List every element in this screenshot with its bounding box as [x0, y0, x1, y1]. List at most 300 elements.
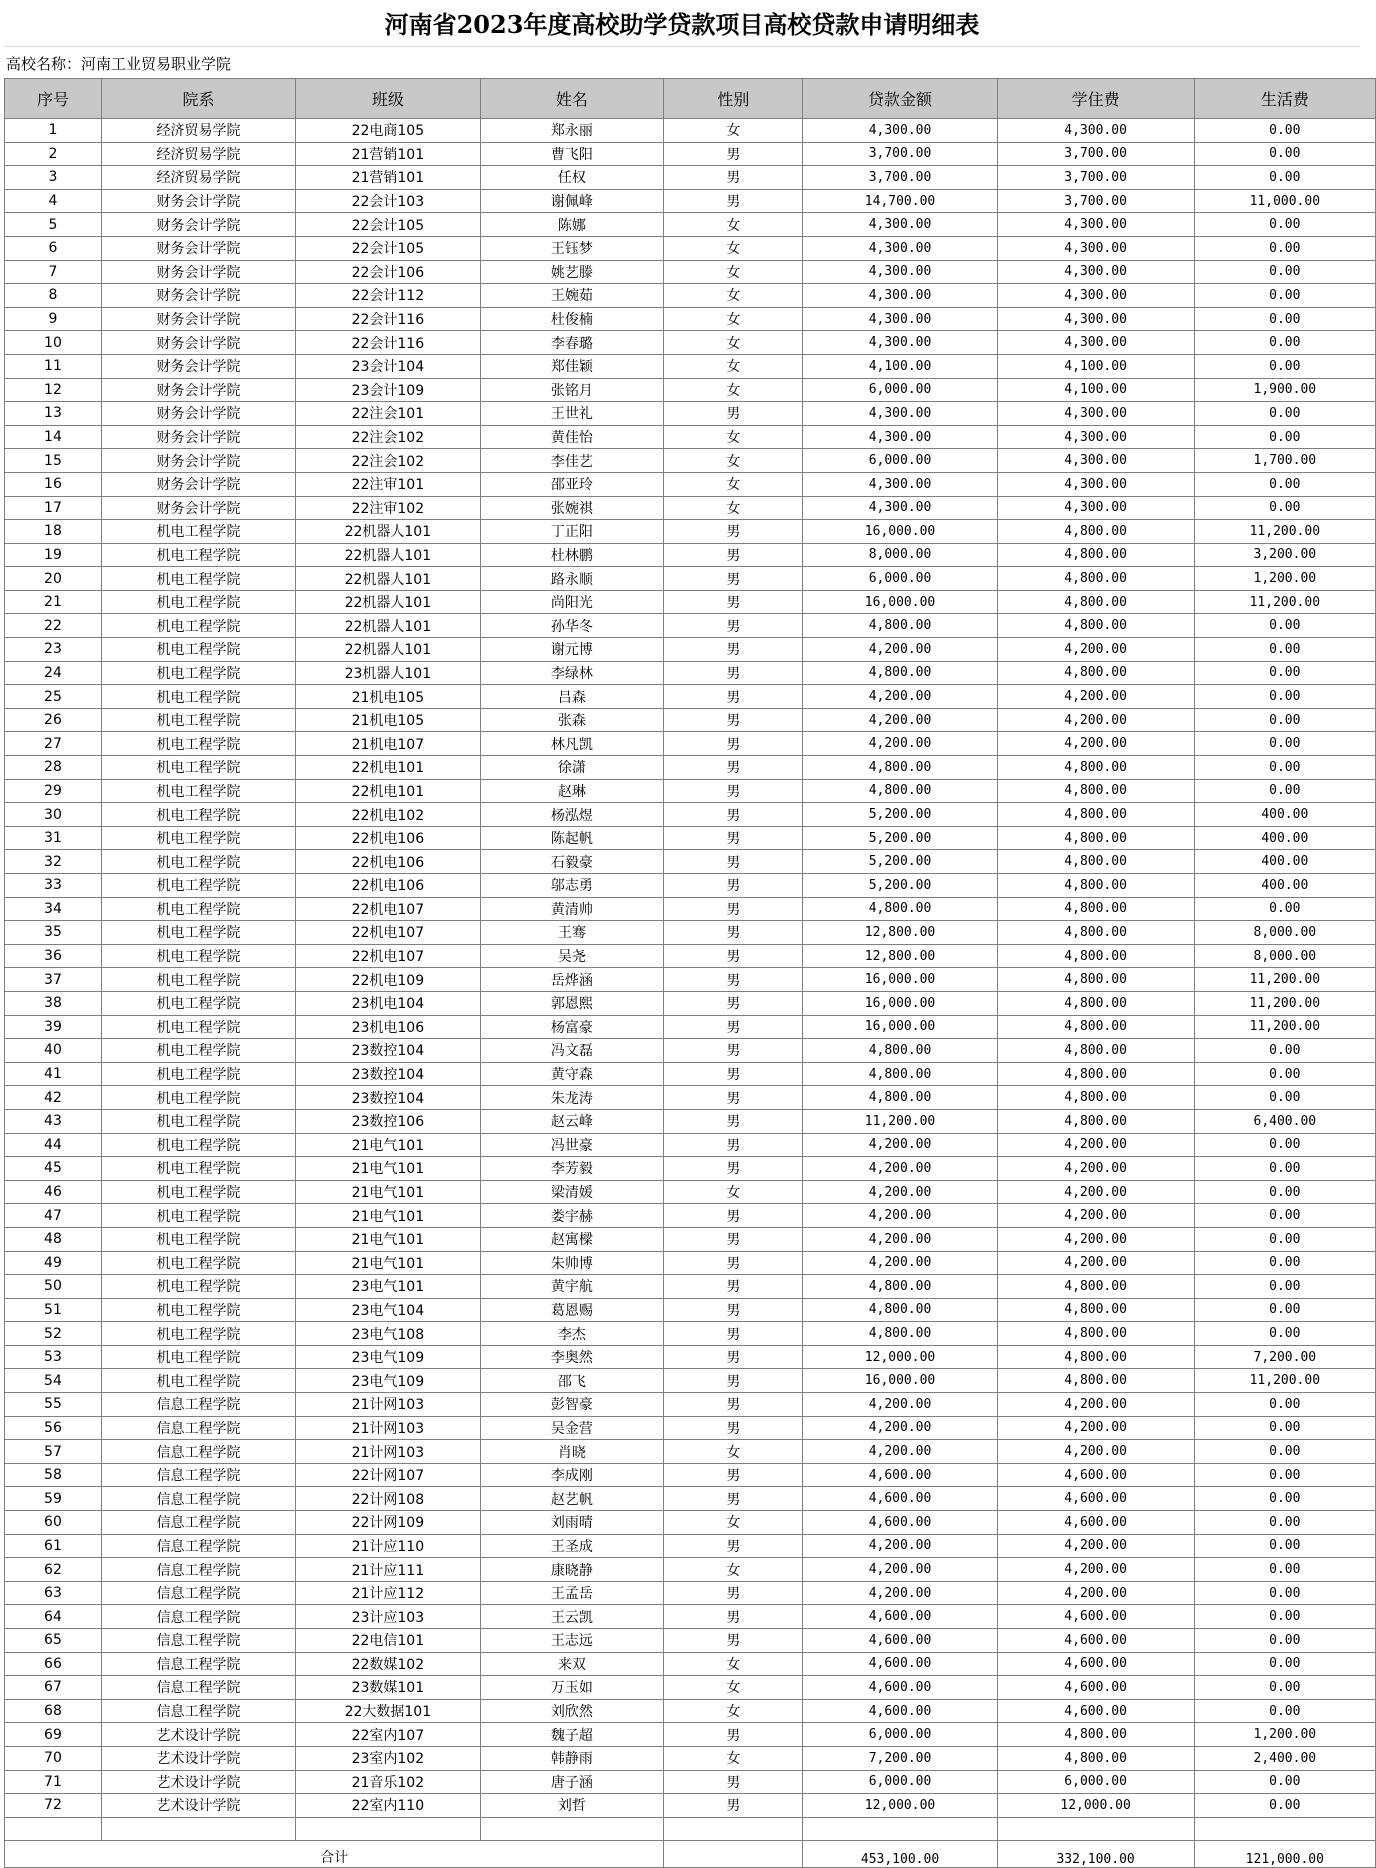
cell-living: 0.00	[1194, 779, 1375, 803]
cell-index: 54	[5, 1369, 102, 1393]
cell-department: 信息工程学院	[101, 1699, 295, 1723]
table-row	[5, 803, 1376, 827]
cell-loan-amount: 4,300.00	[803, 402, 997, 426]
cell-tuition: 4,300.00	[997, 236, 1194, 260]
cell-class: 22电信101	[296, 1629, 480, 1653]
cell-tuition: 4,800.00	[997, 921, 1194, 945]
cell-tuition: 4,800.00	[997, 1369, 1194, 1393]
cell-loan-amount: 4,800.00	[803, 614, 997, 638]
cell-living: 0.00	[1194, 260, 1375, 284]
cell-index: 26	[5, 708, 102, 732]
cell-index: 60	[5, 1511, 102, 1535]
cell-department: 机电工程学院	[101, 1204, 295, 1228]
table-row	[5, 1086, 1376, 1110]
cell-department: 财务会计学院	[101, 354, 295, 378]
sheet-title: 河南省2023年度高校助学贷款项目高校贷款申请明细表	[384, 10, 980, 39]
cell-gender: 男	[664, 1416, 803, 1440]
cell-department: 信息工程学院	[101, 1416, 295, 1440]
loan-detail-table	[4, 78, 1376, 1868]
cell-tuition: 4,800.00	[997, 1345, 1194, 1369]
cell-living: 11,200.00	[1194, 520, 1375, 544]
cell-name: 王世礼	[480, 402, 664, 426]
cell-name: 赵寓樑	[480, 1227, 664, 1251]
cell-index: 11	[5, 354, 102, 378]
cell-class: 21计应112	[296, 1581, 480, 1605]
total-living: 121,000.00	[1194, 1841, 1375, 1868]
cell-department: 机电工程学院	[101, 1062, 295, 1086]
cell-loan-amount: 4,600.00	[803, 1463, 997, 1487]
cell-index: 8	[5, 284, 102, 308]
cell-department: 机电工程学院	[101, 1369, 295, 1393]
cell-loan-amount: 4,800.00	[803, 1298, 997, 1322]
cell-class: 22机电107	[296, 897, 480, 921]
cell-loan-amount: 4,300.00	[803, 236, 997, 260]
cell-gender: 女	[664, 1699, 803, 1723]
cell-loan-amount: 4,200.00	[803, 1204, 997, 1228]
cell-class: 23电气104	[296, 1298, 480, 1322]
cell-class: 22机电106	[296, 826, 480, 850]
cell-tuition: 4,300.00	[997, 472, 1194, 496]
cell-tuition: 4,800.00	[997, 520, 1194, 544]
cell-class: 23数媒101	[296, 1676, 480, 1700]
cell-name: 杜林鹏	[480, 543, 664, 567]
cell-gender: 男	[664, 661, 803, 685]
cell-tuition: 4,600.00	[997, 1511, 1194, 1535]
cell-class: 22注会102	[296, 425, 480, 449]
cell-tuition: 4,600.00	[997, 1629, 1194, 1653]
cell-index: 55	[5, 1393, 102, 1417]
cell-class: 22大数据101	[296, 1699, 480, 1723]
cell-tuition: 4,800.00	[997, 1298, 1194, 1322]
cell-gender: 男	[664, 1322, 803, 1346]
cell-loan-amount: 5,200.00	[803, 826, 997, 850]
cell-department: 机电工程学院	[101, 968, 295, 992]
table-row	[5, 590, 1376, 614]
cell-gender: 女	[664, 449, 803, 473]
cell-loan-amount: 4,600.00	[803, 1487, 997, 1511]
table-row	[5, 119, 1376, 143]
cell-department: 财务会计学院	[101, 331, 295, 355]
cell-class: 22电商105	[296, 119, 480, 143]
cell-loan-amount: 16,000.00	[803, 590, 997, 614]
cell-name: 徐潇	[480, 756, 664, 780]
cell-department: 机电工程学院	[101, 1251, 295, 1275]
cell-department: 信息工程学院	[101, 1511, 295, 1535]
cell-index: 28	[5, 756, 102, 780]
cell-class: 22会计103	[296, 189, 480, 213]
cell-loan-amount: 4,600.00	[803, 1699, 997, 1723]
cell-loan-amount: 16,000.00	[803, 1369, 997, 1393]
cell-department: 机电工程学院	[101, 661, 295, 685]
cell-name: 李杰	[480, 1322, 664, 1346]
cell-loan-amount: 4,200.00	[803, 1558, 997, 1582]
cell-living: 0.00	[1194, 1699, 1375, 1723]
cell-loan-amount: 4,800.00	[803, 1039, 997, 1063]
cell-gender: 女	[664, 331, 803, 355]
cell-living: 11,200.00	[1194, 1015, 1375, 1039]
cell-class: 21音乐102	[296, 1770, 480, 1794]
cell-tuition: 4,200.00	[997, 1440, 1194, 1464]
cell-department: 机电工程学院	[101, 874, 295, 898]
cell-name: 杨泓煜	[480, 803, 664, 827]
cell-gender: 男	[664, 1463, 803, 1487]
cell-tuition: 4,800.00	[997, 1723, 1194, 1747]
cell-name: 郭恩熙	[480, 991, 664, 1015]
cell-tuition: 4,600.00	[997, 1463, 1194, 1487]
cell-gender: 男	[664, 543, 803, 567]
cell-class: 22会计116	[296, 307, 480, 331]
cell-class: 23机器人101	[296, 661, 480, 685]
cell-living: 6,400.00	[1194, 1109, 1375, 1133]
cell-index: 24	[5, 661, 102, 685]
cell-living: 0.00	[1194, 1086, 1375, 1110]
cell-loan-amount: 4,200.00	[803, 1416, 997, 1440]
cell-department: 机电工程学院	[101, 1133, 295, 1157]
cell-class: 22计网108	[296, 1487, 480, 1511]
cell-loan-amount: 4,300.00	[803, 331, 997, 355]
cell-tuition: 4,300.00	[997, 402, 1194, 426]
cell-gender: 男	[664, 1039, 803, 1063]
cell-index: 20	[5, 567, 102, 591]
cell-class: 22机电109	[296, 968, 480, 992]
cell-index: 53	[5, 1345, 102, 1369]
cell-loan-amount: 5,200.00	[803, 874, 997, 898]
cell-loan-amount: 4,200.00	[803, 708, 997, 732]
cell-department: 机电工程学院	[101, 1227, 295, 1251]
cell-index: 4	[5, 189, 102, 213]
cell-gender: 女	[664, 1440, 803, 1464]
cell-loan-amount: 4,200.00	[803, 1133, 997, 1157]
table-row	[5, 661, 1376, 685]
table-row	[5, 520, 1376, 544]
cell-tuition: 4,800.00	[997, 1275, 1194, 1299]
table-row	[5, 1558, 1376, 1582]
cell-class: 21电气101	[296, 1180, 480, 1204]
cell-department: 机电工程学院	[101, 590, 295, 614]
cell-loan-amount: 4,800.00	[803, 1275, 997, 1299]
table-cell	[664, 1841, 803, 1868]
table-row	[5, 142, 1376, 166]
cell-index: 22	[5, 614, 102, 638]
cell-class: 23电气109	[296, 1345, 480, 1369]
cell-name: 王婉茹	[480, 284, 664, 308]
cell-index: 42	[5, 1086, 102, 1110]
cell-tuition: 4,200.00	[997, 1133, 1194, 1157]
cell-loan-amount: 11,200.00	[803, 1109, 997, 1133]
cell-name: 葛恩赐	[480, 1298, 664, 1322]
cell-loan-amount: 7,200.00	[803, 1746, 997, 1770]
cell-department: 机电工程学院	[101, 520, 295, 544]
table-row	[5, 732, 1376, 756]
cell-class: 22注审101	[296, 472, 480, 496]
cell-loan-amount: 4,200.00	[803, 1157, 997, 1181]
cell-index: 36	[5, 944, 102, 968]
table-row	[5, 1157, 1376, 1181]
cell-name: 李春璐	[480, 331, 664, 355]
cell-tuition: 4,200.00	[997, 1558, 1194, 1582]
table-row	[5, 567, 1376, 591]
cell-index: 14	[5, 425, 102, 449]
cell-gender: 男	[664, 614, 803, 638]
cell-living: 1,900.00	[1194, 378, 1375, 402]
cell-index: 67	[5, 1676, 102, 1700]
cell-gender: 女	[664, 1746, 803, 1770]
cell-gender: 男	[664, 1723, 803, 1747]
cell-gender: 男	[664, 968, 803, 992]
cell-department: 信息工程学院	[101, 1534, 295, 1558]
cell-class: 22机电106	[296, 874, 480, 898]
cell-class: 21电气101	[296, 1133, 480, 1157]
cell-name: 康晓静	[480, 1558, 664, 1582]
cell-department: 机电工程学院	[101, 826, 295, 850]
cell-name: 王骞	[480, 921, 664, 945]
table-row	[5, 1298, 1376, 1322]
cell-index: 30	[5, 803, 102, 827]
table-row	[5, 638, 1376, 662]
cell-tuition: 4,300.00	[997, 449, 1194, 473]
cell-department: 信息工程学院	[101, 1652, 295, 1676]
table-row	[5, 354, 1376, 378]
blank-row	[5, 1817, 1376, 1841]
cell-loan-amount: 4,800.00	[803, 1062, 997, 1086]
cell-department: 经济贸易学院	[101, 166, 295, 190]
cell-tuition: 4,300.00	[997, 260, 1194, 284]
cell-tuition: 4,100.00	[997, 354, 1194, 378]
cell-gender: 男	[664, 1109, 803, 1133]
cell-living: 1,200.00	[1194, 567, 1375, 591]
cell-tuition: 4,800.00	[997, 590, 1194, 614]
cell-gender: 女	[664, 354, 803, 378]
cell-index: 12	[5, 378, 102, 402]
cell-index: 1	[5, 119, 102, 143]
cell-name: 吕森	[480, 685, 664, 709]
cell-department: 信息工程学院	[101, 1393, 295, 1417]
table-row	[5, 1133, 1376, 1157]
cell-index: 29	[5, 779, 102, 803]
cell-name: 陈起帆	[480, 826, 664, 850]
cell-name: 李奥然	[480, 1345, 664, 1369]
cell-tuition: 4,800.00	[997, 850, 1194, 874]
cell-name: 刘雨晴	[480, 1511, 664, 1535]
table-row	[5, 1487, 1376, 1511]
cell-department: 财务会计学院	[101, 307, 295, 331]
cell-tuition: 4,200.00	[997, 638, 1194, 662]
cell-gender: 男	[664, 638, 803, 662]
cell-class: 21机电107	[296, 732, 480, 756]
cell-living: 0.00	[1194, 732, 1375, 756]
cell-class: 22机电107	[296, 944, 480, 968]
cell-gender: 男	[664, 1015, 803, 1039]
cell-living: 11,200.00	[1194, 991, 1375, 1015]
cell-loan-amount: 4,200.00	[803, 1251, 997, 1275]
total-loan-amount: 453,100.00	[803, 1841, 997, 1868]
cell-index: 49	[5, 1251, 102, 1275]
cell-department: 财务会计学院	[101, 284, 295, 308]
cell-loan-amount: 16,000.00	[803, 968, 997, 992]
table-row	[5, 921, 1376, 945]
cell-index: 23	[5, 638, 102, 662]
cell-gender: 男	[664, 1345, 803, 1369]
cell-gender: 男	[664, 1534, 803, 1558]
cell-class: 22机器人101	[296, 614, 480, 638]
cell-department: 机电工程学院	[101, 921, 295, 945]
cell-class: 22注会101	[296, 402, 480, 426]
cell-name: 谢元博	[480, 638, 664, 662]
cell-class: 23电气109	[296, 1369, 480, 1393]
cell-class: 23机电106	[296, 1015, 480, 1039]
cell-department: 经济贸易学院	[101, 142, 295, 166]
header-row	[5, 79, 1376, 119]
cell-name: 李成刚	[480, 1463, 664, 1487]
cell-gender: 男	[664, 1794, 803, 1818]
cell-name: 黄宇航	[480, 1275, 664, 1299]
cell-department: 机电工程学院	[101, 779, 295, 803]
cell-gender: 男	[664, 520, 803, 544]
cell-department: 艺术设计学院	[101, 1794, 295, 1818]
cell-department: 财务会计学院	[101, 236, 295, 260]
cell-name: 杜俊楠	[480, 307, 664, 331]
cell-loan-amount: 6,000.00	[803, 1723, 997, 1747]
cell-index: 64	[5, 1605, 102, 1629]
table-row	[5, 425, 1376, 449]
cell-gender: 男	[664, 1369, 803, 1393]
cell-class: 21机电105	[296, 685, 480, 709]
cell-name: 李佳艺	[480, 449, 664, 473]
cell-name: 黄清帅	[480, 897, 664, 921]
cell-index: 71	[5, 1770, 102, 1794]
cell-living: 11,200.00	[1194, 1369, 1375, 1393]
cell-loan-amount: 4,100.00	[803, 354, 997, 378]
cell-index: 45	[5, 1157, 102, 1181]
cell-gender: 男	[664, 1275, 803, 1299]
cell-department: 机电工程学院	[101, 944, 295, 968]
cell-living: 0.00	[1194, 236, 1375, 260]
cell-class: 22室内110	[296, 1794, 480, 1818]
cell-class: 22机器人101	[296, 520, 480, 544]
cell-index: 18	[5, 520, 102, 544]
cell-tuition: 4,600.00	[997, 1487, 1194, 1511]
table-row	[5, 1369, 1376, 1393]
cell-department: 财务会计学院	[101, 472, 295, 496]
cell-class: 22计网107	[296, 1463, 480, 1487]
cell-gender: 女	[664, 284, 803, 308]
cell-loan-amount: 4,300.00	[803, 496, 997, 520]
cell-name: 陈娜	[480, 213, 664, 237]
cell-department: 信息工程学院	[101, 1629, 295, 1653]
cell-class: 22注审102	[296, 496, 480, 520]
cell-class: 22会计112	[296, 284, 480, 308]
cell-index: 50	[5, 1275, 102, 1299]
cell-index: 16	[5, 472, 102, 496]
cell-index: 3	[5, 166, 102, 190]
cell-tuition: 4,200.00	[997, 1157, 1194, 1181]
table-cell	[997, 1817, 1194, 1841]
cell-loan-amount: 4,200.00	[803, 1393, 997, 1417]
cell-gender: 男	[664, 567, 803, 591]
cell-name: 赵云峰	[480, 1109, 664, 1133]
cell-living: 0.00	[1194, 708, 1375, 732]
cell-loan-amount: 4,200.00	[803, 1440, 997, 1464]
cell-gender: 男	[664, 803, 803, 827]
cell-department: 机电工程学院	[101, 1345, 295, 1369]
cell-index: 65	[5, 1629, 102, 1653]
cell-name: 娄宇赫	[480, 1204, 664, 1228]
cell-gender: 男	[664, 1251, 803, 1275]
cell-tuition: 4,800.00	[997, 874, 1194, 898]
cell-gender: 男	[664, 189, 803, 213]
table-row	[5, 1440, 1376, 1464]
cell-department: 信息工程学院	[101, 1676, 295, 1700]
table-row	[5, 1652, 1376, 1676]
cell-tuition: 4,800.00	[997, 1086, 1194, 1110]
cell-tuition: 4,200.00	[997, 1227, 1194, 1251]
cell-class: 21电气101	[296, 1227, 480, 1251]
cell-living: 0.00	[1194, 1534, 1375, 1558]
cell-living: 0.00	[1194, 119, 1375, 143]
table-cell	[101, 1817, 295, 1841]
total-row	[5, 1841, 1376, 1868]
table-row	[5, 1345, 1376, 1369]
cell-department: 财务会计学院	[101, 402, 295, 426]
table-row	[5, 472, 1376, 496]
cell-index: 25	[5, 685, 102, 709]
table-row	[5, 756, 1376, 780]
cell-department: 机电工程学院	[101, 850, 295, 874]
cell-class: 21计网103	[296, 1440, 480, 1464]
cell-index: 69	[5, 1723, 102, 1747]
cell-living: 1,700.00	[1194, 449, 1375, 473]
cell-name: 王钰梦	[480, 236, 664, 260]
cell-tuition: 4,200.00	[997, 685, 1194, 709]
table-row	[5, 331, 1376, 355]
cell-index: 51	[5, 1298, 102, 1322]
cell-living: 0.00	[1194, 1511, 1375, 1535]
table-row	[5, 1463, 1376, 1487]
header-cell-tuition: 学住费	[997, 79, 1194, 119]
total-tuition: 332,100.00	[997, 1841, 1194, 1868]
cell-gender: 女	[664, 213, 803, 237]
cell-tuition: 12,000.00	[997, 1794, 1194, 1818]
cell-gender: 男	[664, 1581, 803, 1605]
table-row	[5, 685, 1376, 709]
cell-department: 机电工程学院	[101, 1298, 295, 1322]
cell-loan-amount: 4,600.00	[803, 1605, 997, 1629]
cell-loan-amount: 12,000.00	[803, 1794, 997, 1818]
cell-name: 刘哲	[480, 1794, 664, 1818]
cell-living: 0.00	[1194, 1605, 1375, 1629]
cell-name: 林凡凯	[480, 732, 664, 756]
table-row	[5, 449, 1376, 473]
cell-gender: 女	[664, 496, 803, 520]
cell-index: 10	[5, 331, 102, 355]
cell-gender: 男	[664, 826, 803, 850]
cell-loan-amount: 4,200.00	[803, 1581, 997, 1605]
cell-tuition: 4,600.00	[997, 1605, 1194, 1629]
cell-class: 22室内107	[296, 1723, 480, 1747]
table-row	[5, 1275, 1376, 1299]
cell-index: 56	[5, 1416, 102, 1440]
cell-class: 21电气101	[296, 1204, 480, 1228]
table-row	[5, 284, 1376, 308]
cell-gender: 女	[664, 119, 803, 143]
cell-name: 郑永丽	[480, 119, 664, 143]
cell-gender: 男	[664, 756, 803, 780]
cell-department: 财务会计学院	[101, 378, 295, 402]
table-row	[5, 1723, 1376, 1747]
cell-class: 22机电101	[296, 779, 480, 803]
cell-loan-amount: 4,600.00	[803, 1676, 997, 1700]
cell-loan-amount: 5,200.00	[803, 803, 997, 827]
